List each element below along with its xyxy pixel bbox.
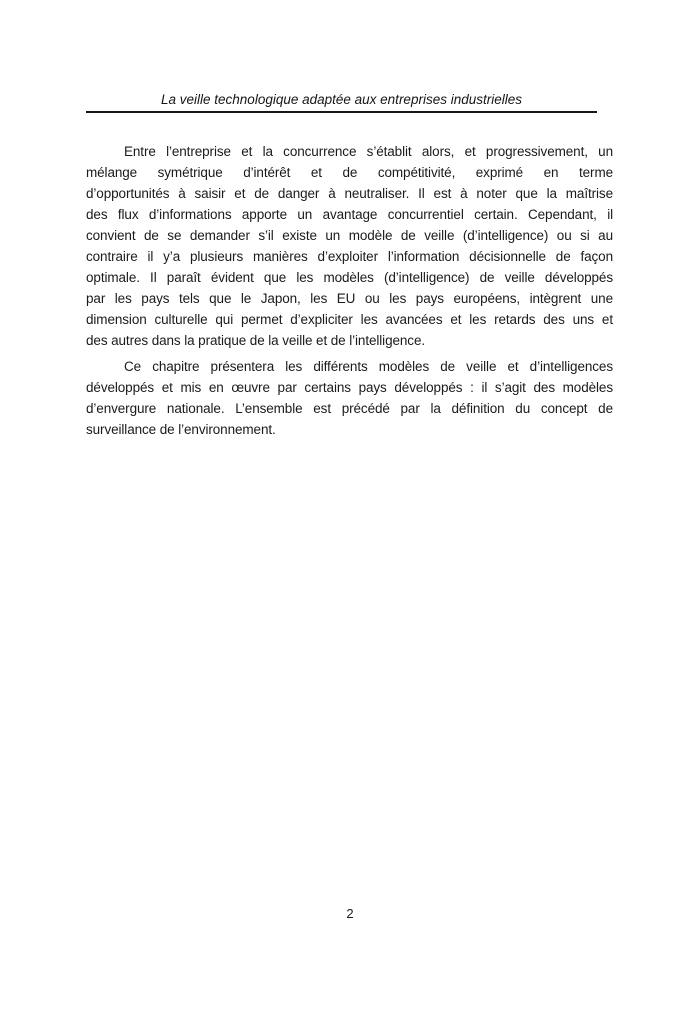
body-line: optimale. Il paraît évident que les modèles (d’intelligence) de veille développés xyxy=(86,270,613,285)
running-header xyxy=(86,91,597,113)
body-line: d’envergure nationale. L’ensemble est précédé par la définition du concept de xyxy=(86,401,613,416)
body-line: Entre l’entreprise et la concurrence s’établit alors, et progressivement, un xyxy=(124,144,613,159)
body-line: par les pays tels que le Japon, les EU ou les pays européens, intègrent une xyxy=(86,291,613,306)
paragraph-1 xyxy=(86,141,613,351)
body-line: contraire il y’a plusieurs manières d’exploiter l’information décisionnelle de façon xyxy=(86,249,613,264)
header-title: La veille technologique adaptée aux entreprises industrielles xyxy=(161,92,522,107)
page-number: 2 xyxy=(346,906,354,921)
body-line: mélange symétrique d’intérêt et de compétitivité, exprimé en terme xyxy=(86,165,613,180)
header-rule xyxy=(86,111,597,113)
body-line: des flux d’informations apporte un avantage concurrentiel certain. Cependant, il xyxy=(86,207,613,222)
body-line: d’opportunités à saisir et de danger à neutraliser. Il est à noter que la maîtrise xyxy=(86,186,613,201)
paragraph-2 xyxy=(86,356,613,440)
body-line: dimension culturelle qui permet d’expliciter les avancées et les retards des uns et xyxy=(86,312,613,327)
body-line: surveillance de l’environnement. xyxy=(86,422,276,437)
page-body xyxy=(86,141,613,440)
body-line: Ce chapitre présentera les différents modèles de veille et d’intelligences xyxy=(124,359,613,374)
body-line: convient de se demander s’il existe un modèle de veille (d’intelligence) ou si au xyxy=(86,228,613,243)
body-line: des autres dans la pratique de la veille et de l’intelligence. xyxy=(86,333,426,348)
body-line: développés et mis en œuvre par certains pays développés : il s’agit des modèles xyxy=(86,380,613,395)
